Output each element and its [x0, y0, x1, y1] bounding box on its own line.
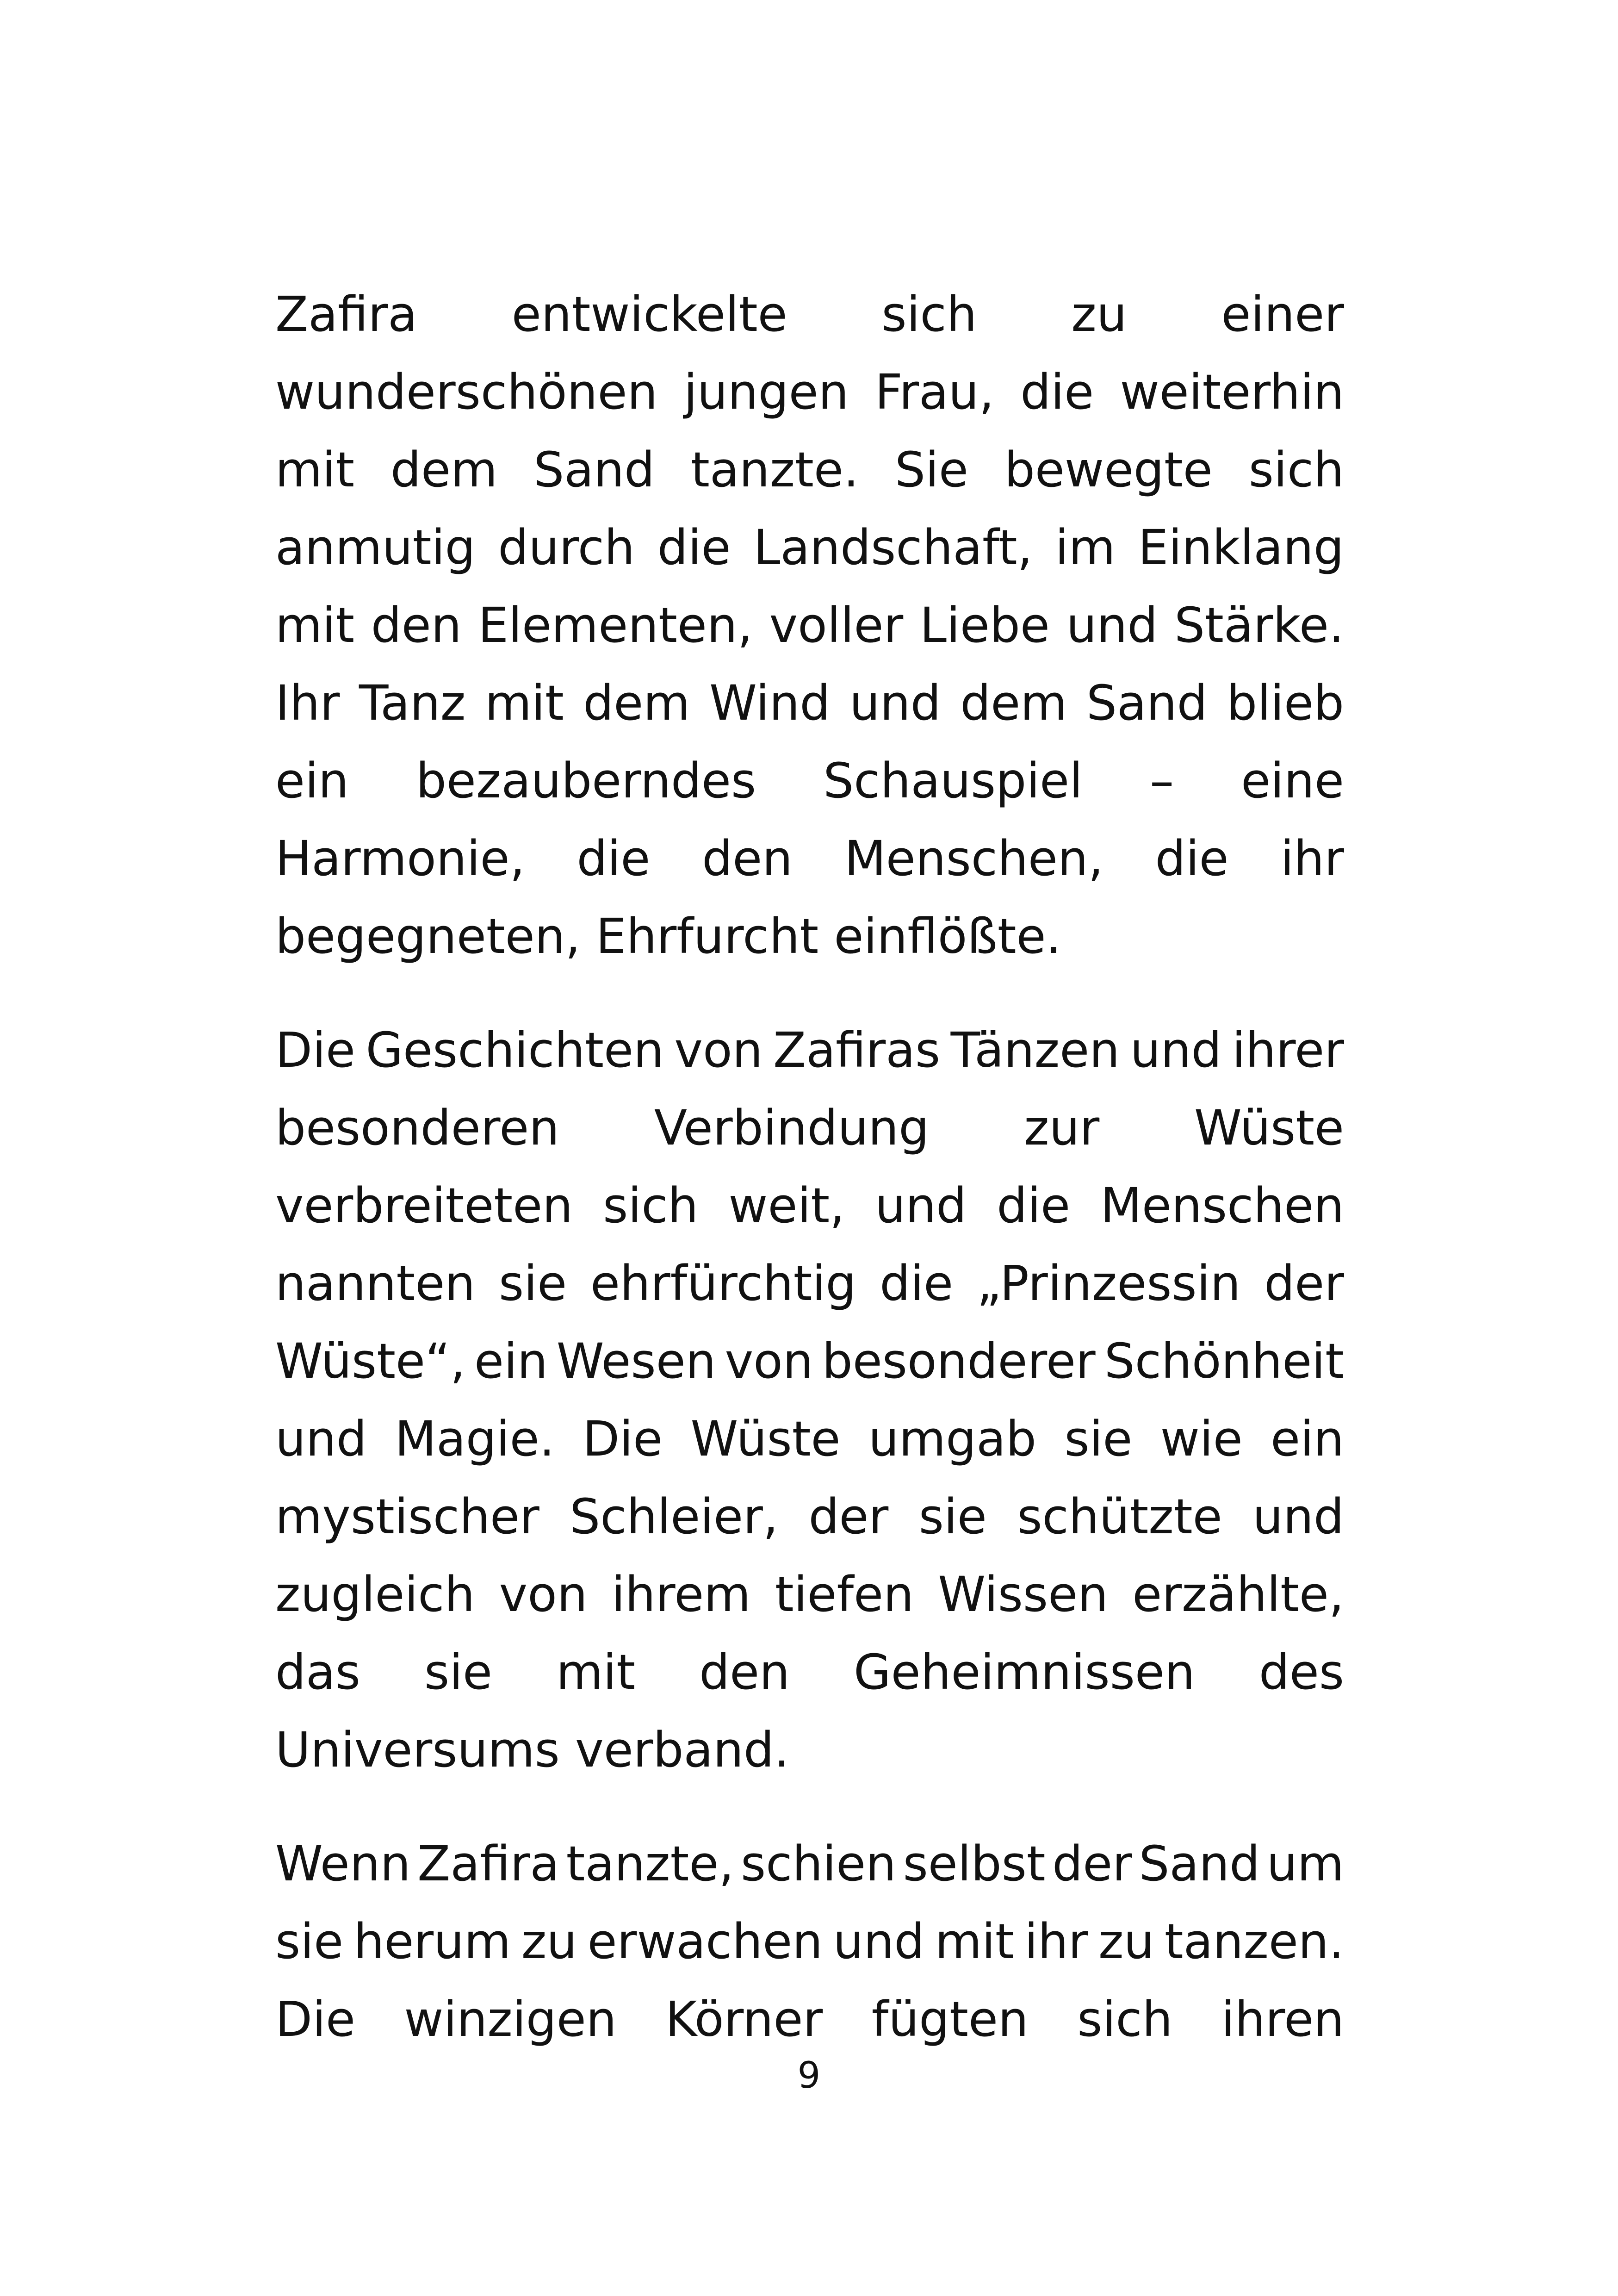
word: fügten — [871, 1991, 1029, 2047]
text-line — [275, 1825, 1344, 1903]
text-line — [275, 1167, 1344, 1244]
text-line — [275, 897, 1344, 975]
word: das — [275, 1644, 360, 1700]
word: Wüste — [1194, 1100, 1344, 1156]
word: sich — [1248, 442, 1344, 498]
word: Elementen, — [478, 597, 753, 653]
text-line — [275, 1478, 1344, 1556]
word: Die — [275, 1022, 355, 1078]
word: tanzen. — [1164, 1913, 1344, 1970]
text-line — [275, 353, 1344, 431]
word: ihrer — [1232, 1022, 1344, 1078]
word: Sand — [1086, 675, 1208, 731]
word: Geheimnissen — [854, 1644, 1195, 1700]
word: durch — [498, 519, 635, 576]
word: die — [1155, 830, 1229, 887]
word: mit — [275, 597, 354, 653]
word: Schönheit — [1104, 1333, 1344, 1389]
word: sich — [1077, 1991, 1173, 2047]
word: besonderer — [822, 1333, 1096, 1389]
word: und — [833, 1913, 925, 1970]
word: dem — [391, 442, 498, 498]
word: zu — [1071, 286, 1127, 342]
word: sich — [881, 286, 977, 342]
word: Menschen, — [844, 830, 1103, 887]
text-line — [275, 1633, 1344, 1711]
word: voller — [769, 597, 904, 653]
word: bezauberndes — [415, 753, 756, 809]
word: ein — [275, 753, 349, 809]
word: und — [1252, 1488, 1344, 1545]
word: Sand — [533, 442, 655, 498]
word: Ehrfurcht — [595, 908, 819, 964]
word: eine — [1241, 753, 1344, 809]
word: Wesen — [556, 1333, 716, 1389]
word: Wissen — [938, 1566, 1109, 1623]
word: Körner — [665, 1991, 823, 2047]
text-line — [275, 275, 1344, 353]
word: Wüste — [690, 1411, 841, 1467]
word: erzählte, — [1132, 1566, 1344, 1623]
word: Landschaft, — [753, 519, 1033, 576]
word: blieb — [1227, 675, 1344, 731]
word: entwickelte — [511, 286, 787, 342]
word: Zafira — [417, 1836, 560, 1892]
word: ihren — [1221, 1991, 1344, 2047]
word: dem — [583, 675, 690, 731]
word: ein — [474, 1333, 548, 1389]
word: Magie. — [395, 1411, 555, 1467]
word: um — [1266, 1836, 1344, 1892]
word: Wenn — [275, 1836, 411, 1892]
text-line — [275, 1556, 1344, 1633]
word: die — [1020, 364, 1094, 420]
word: nannten — [275, 1255, 476, 1312]
word: weit, — [728, 1177, 845, 1234]
word: herum — [353, 1913, 511, 1970]
word: sie — [918, 1488, 987, 1545]
word: einflößte. — [834, 908, 1061, 964]
word: sie — [499, 1255, 567, 1312]
text-line — [275, 586, 1344, 664]
word: ehrfürchtig — [590, 1255, 856, 1312]
word: Sand — [1139, 1836, 1260, 1892]
word: ihr — [1280, 830, 1344, 887]
word: die — [577, 830, 651, 887]
word: Schauspiel — [823, 753, 1083, 809]
text-line — [275, 1400, 1344, 1478]
text-line — [275, 509, 1344, 586]
word: mit — [556, 1644, 636, 1700]
word: Sie — [894, 442, 968, 498]
word: sie — [275, 1913, 344, 1970]
word: einer — [1221, 286, 1344, 342]
word: Wüste“, — [275, 1333, 465, 1389]
word: verbreiteten — [275, 1177, 573, 1234]
word: wunderschönen — [275, 364, 658, 420]
word: die — [657, 519, 731, 576]
word: und — [1066, 597, 1158, 653]
word: der — [1052, 1836, 1132, 1892]
word: Tanz — [359, 675, 466, 731]
word: im — [1055, 519, 1116, 576]
word: tiefen — [775, 1566, 914, 1623]
word: Harmonie, — [275, 830, 525, 887]
word: Stärke. — [1174, 597, 1344, 653]
text-line — [275, 1980, 1344, 2058]
word: erwachen — [587, 1913, 823, 1970]
word: Menschen — [1100, 1177, 1344, 1234]
word: tanzte, — [566, 1836, 734, 1892]
word: von — [674, 1022, 763, 1078]
text-line — [275, 820, 1344, 897]
word: jungen — [683, 364, 849, 420]
text-line — [275, 664, 1344, 742]
word: Die — [583, 1411, 663, 1467]
word: anmutig — [275, 519, 476, 576]
word: sie — [1064, 1411, 1133, 1467]
word: besonderen — [275, 1100, 560, 1156]
word: und — [849, 675, 941, 731]
text-line — [275, 431, 1344, 509]
text-line — [275, 1322, 1344, 1400]
word: die — [880, 1255, 954, 1312]
word: sie — [424, 1644, 493, 1700]
word: Geschichten — [366, 1022, 664, 1078]
word: mit — [935, 1913, 1014, 1970]
word: begegneten, — [275, 908, 581, 964]
word: verband. — [575, 1722, 790, 1778]
word: den — [699, 1644, 790, 1700]
word: der — [808, 1488, 889, 1545]
word: umgab — [868, 1411, 1036, 1467]
word: dem — [960, 675, 1067, 731]
word: von — [725, 1333, 813, 1389]
word: mit — [275, 442, 354, 498]
page-number: 9 — [797, 2055, 821, 2097]
word: mystischer — [275, 1488, 539, 1545]
word: Die — [275, 1991, 355, 2047]
word: und — [1130, 1022, 1222, 1078]
word: Zafira — [275, 286, 417, 342]
word: Einklang — [1138, 519, 1344, 576]
word: des — [1258, 1644, 1344, 1700]
text-line — [275, 1011, 1344, 1089]
word: ein — [1271, 1411, 1344, 1467]
word: wie — [1160, 1411, 1243, 1467]
word: zur — [1024, 1100, 1100, 1156]
word: zu — [1098, 1913, 1154, 1970]
word: Universums — [275, 1722, 560, 1778]
word: schützte — [1017, 1488, 1222, 1545]
word: Wind — [709, 675, 831, 731]
word: zu — [521, 1913, 577, 1970]
word: Verbindung — [654, 1100, 930, 1156]
text-line — [275, 742, 1344, 820]
word: ihrem — [612, 1566, 751, 1623]
word: „Prinzessin — [977, 1255, 1241, 1312]
text-line — [275, 1244, 1344, 1322]
word: und — [275, 1411, 367, 1467]
word: sich — [603, 1177, 699, 1234]
word: schien — [740, 1836, 897, 1892]
word: weiterhin — [1120, 364, 1344, 420]
word: Zafiras — [773, 1022, 941, 1078]
word: zugleich — [275, 1566, 475, 1623]
word: Liebe — [920, 597, 1050, 653]
word: und — [875, 1177, 967, 1234]
text-line — [275, 1903, 1344, 1980]
word: der — [1264, 1255, 1344, 1312]
text-line — [275, 1089, 1344, 1167]
word: von — [499, 1566, 588, 1623]
word: die — [997, 1177, 1071, 1234]
word: Tänzen — [950, 1022, 1120, 1078]
word: mit — [484, 675, 564, 731]
word: tanzte. — [691, 442, 859, 498]
word: Ihr — [275, 675, 340, 731]
word: ihr — [1024, 1913, 1088, 1970]
word: winzigen — [404, 1991, 617, 2047]
word: Frau, — [875, 364, 994, 420]
word: Schleier, — [570, 1488, 778, 1545]
word: bewegte — [1004, 442, 1213, 498]
word: selbst — [903, 1836, 1046, 1892]
word: – — [1150, 753, 1174, 809]
word: den — [371, 597, 462, 653]
word: den — [702, 830, 793, 887]
text-line — [275, 1711, 1344, 1789]
